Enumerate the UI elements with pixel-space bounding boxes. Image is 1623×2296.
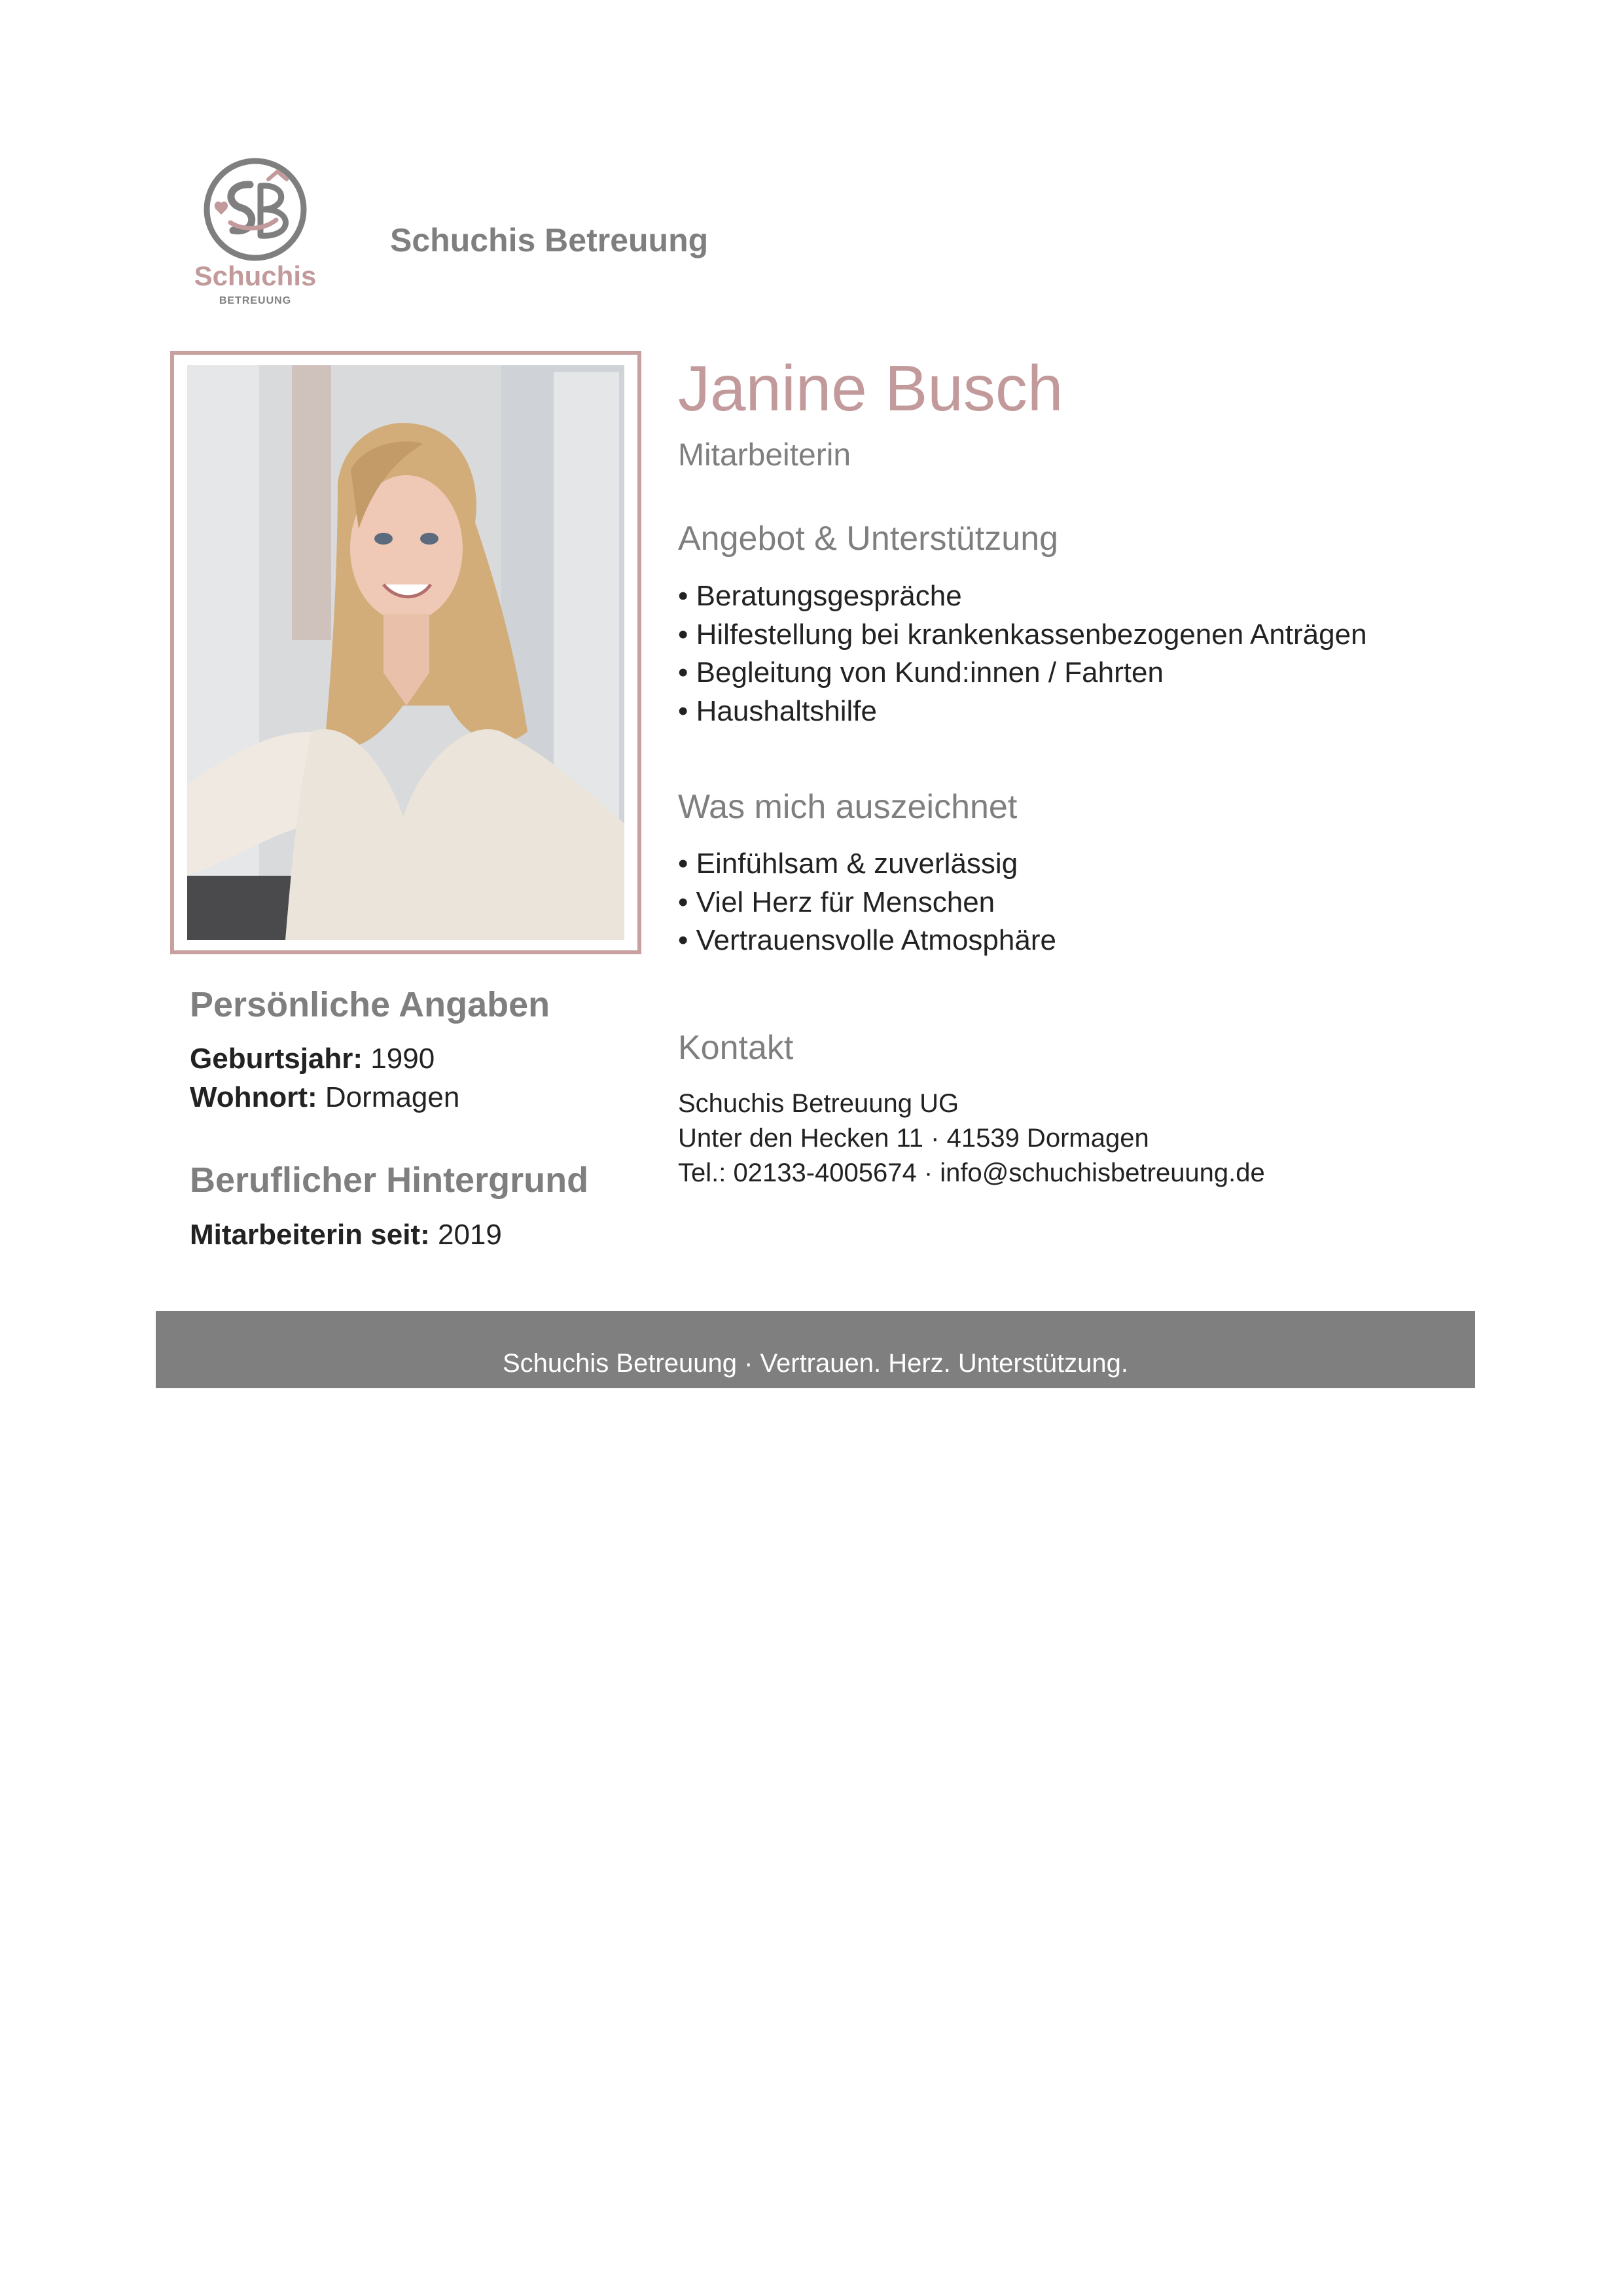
list-item: • Beratungsgespräche <box>678 580 962 612</box>
birth-year-value: 1990 <box>370 1043 435 1075</box>
company-logo <box>190 157 321 314</box>
list-item: • Einfühlsam & zuverlässig <box>678 848 1018 880</box>
employee-since-label: Mitarbeiterin seit: <box>190 1219 430 1251</box>
employee-since-value: 2019 <box>437 1219 502 1251</box>
portrait-photo <box>187 365 624 940</box>
contact-address: Unter den Hecken 11 · 41539 Dormagen <box>678 1124 1149 1153</box>
career-details <box>190 1216 502 1255</box>
footer-slogan: Schuchis Betreuung · Vertrauen. Herz. Unterstützung. <box>502 1349 1129 1378</box>
contact-block <box>678 1086 1265 1191</box>
logo-wordmark: Schuchis <box>194 260 317 291</box>
residence-value: Dormagen <box>325 1081 460 1113</box>
traits-section-title: Was mich auszeichnet <box>678 788 1018 826</box>
list-item: • Vertrauensvolle Atmosphäre <box>678 924 1056 956</box>
residence-label: Wohnort: <box>190 1081 317 1113</box>
list-item: • Hilfestellung bei krankenkassenbezogenen Anträgen <box>678 618 1367 651</box>
employee-since-row <box>190 1216 502 1255</box>
portrait-frame <box>170 351 641 954</box>
birth-year-label: Geburtsjahr: <box>190 1043 363 1075</box>
traits-list <box>678 845 1056 960</box>
offer-list <box>678 577 1367 730</box>
list-item: • Haushaltshilfe <box>678 694 878 727</box>
career-section-title: Beruflicher Hintergrund <box>190 1160 589 1200</box>
list-item: • Begleitung von Kund:innen / Fahrten <box>678 656 1164 689</box>
list-item: • Viel Herz für Menschen <box>678 886 995 918</box>
personal-details <box>190 1040 459 1117</box>
offer-section-title: Angebot & Unterstützung <box>678 520 1059 558</box>
birth-year-row <box>190 1040 459 1079</box>
contact-phone-email: Tel.: 02133-4005674 · info@schuchisbetreuung.de <box>678 1158 1265 1187</box>
employee-name: Janine Busch <box>678 352 1063 424</box>
footer-bar <box>156 1311 1475 1388</box>
logo-subtext: BETREUUNG <box>219 295 292 306</box>
contact-section-title: Kontakt <box>678 1029 794 1067</box>
personal-section-title: Persönliche Angaben <box>190 985 550 1024</box>
header-company-name: Schuchis Betreuung <box>390 222 709 259</box>
contact-company: Schuchis Betreuung UG <box>678 1089 959 1118</box>
residence-row <box>190 1079 459 1117</box>
employee-role: Mitarbeiterin <box>678 438 851 473</box>
